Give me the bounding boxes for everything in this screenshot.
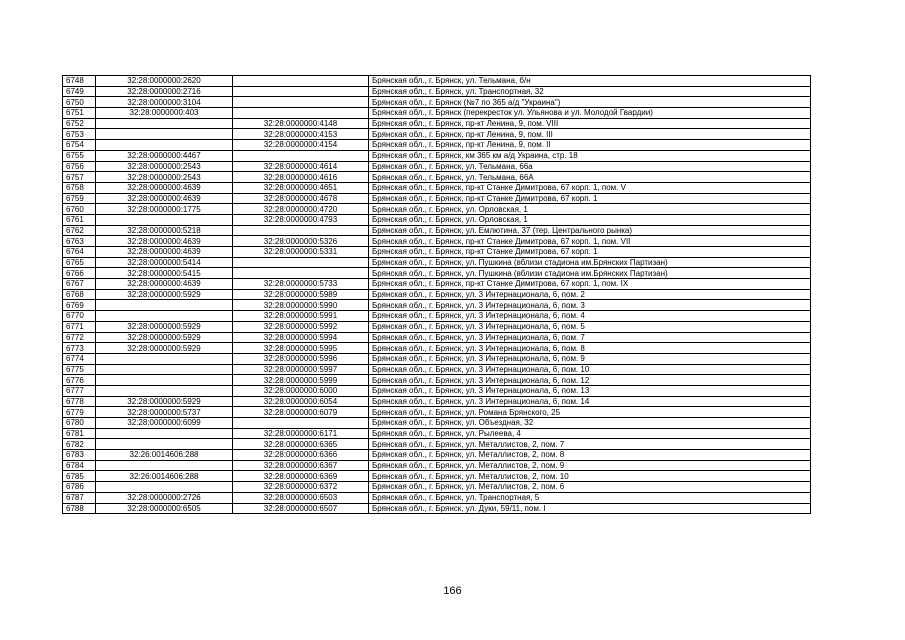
building-cadastral-number-cell: 32:28:0000000:5999: [233, 375, 369, 386]
row-number-cell: 6769: [63, 300, 96, 311]
table-row: [63, 118, 811, 129]
table-row: [63, 311, 811, 322]
row-number-cell: 6752: [63, 118, 96, 129]
row-number-cell: 6751: [63, 108, 96, 119]
table-row: [63, 172, 811, 183]
building-cadastral-number-cell: [233, 225, 369, 236]
table-row: [63, 471, 811, 482]
land-cadastral-number-cell: 32:28:0000000:2543: [96, 172, 233, 183]
table-row: [63, 439, 811, 450]
row-number-cell: 6748: [63, 76, 96, 87]
table-row: [63, 257, 811, 268]
row-number-cell: 6771: [63, 321, 96, 332]
address-cell: Брянская обл., г. Брянск, пр-кт Ленина, 9, пом. VIII: [369, 118, 811, 129]
address-cell: Брянская обл., г. Брянск, пр-кт Станке Димитрова, 67 корп. 1, пом. IX: [369, 279, 811, 290]
land-cadastral-number-cell: [96, 375, 233, 386]
land-cadastral-number-cell: [96, 460, 233, 471]
table-row: [63, 492, 811, 503]
building-cadastral-number-cell: 32:28:0000000:5990: [233, 300, 369, 311]
land-cadastral-number-cell: 32:28:0000000:5929: [96, 332, 233, 343]
row-number-cell: 6761: [63, 214, 96, 225]
land-cadastral-number-cell: 32:28:0000000:6505: [96, 503, 233, 514]
table-row: [63, 428, 811, 439]
table-row: [63, 321, 811, 332]
land-cadastral-number-cell: 32:28:0000000:2543: [96, 161, 233, 172]
table-row: [63, 193, 811, 204]
building-cadastral-number-cell: 32:28:0000000:4148: [233, 118, 369, 129]
address-cell: Брянская обл., г. Брянск, ул. 3 Интернационала, 6, пом. 2: [369, 289, 811, 300]
row-number-cell: 6758: [63, 182, 96, 193]
address-cell: Брянская обл., г. Брянск, ул. 3 Интернационала, 6, пом. 9: [369, 353, 811, 364]
row-number-cell: 6756: [63, 161, 96, 172]
row-number-cell: 6749: [63, 86, 96, 97]
row-number-cell: 6780: [63, 418, 96, 429]
row-number-cell: 6782: [63, 439, 96, 450]
row-number-cell: 6785: [63, 471, 96, 482]
building-cadastral-number-cell: 32:28:0000000:6366: [233, 450, 369, 461]
table-row: [63, 182, 811, 193]
registry-table-body: [63, 76, 811, 514]
building-cadastral-number-cell: [233, 97, 369, 108]
table-row: [63, 418, 811, 429]
land-cadastral-number-cell: [96, 482, 233, 493]
land-cadastral-number-cell: 32:28:0000000:5218: [96, 225, 233, 236]
building-cadastral-number-cell: 32:28:0000000:6054: [233, 396, 369, 407]
address-cell: Брянская обл., г. Брянск, ул. 3 Интернационала, 6, пом. 3: [369, 300, 811, 311]
registry-table: [62, 75, 811, 514]
table-row: [63, 268, 811, 279]
building-cadastral-number-cell: 32:28:0000000:5997: [233, 364, 369, 375]
land-cadastral-number-cell: 32:28:0000000:5929: [96, 343, 233, 354]
address-cell: Брянская обл., г. Брянск, пр-кт Станке Димитрова, 67 корп. 1: [369, 247, 811, 258]
table-row: [63, 76, 811, 87]
row-number-cell: 6764: [63, 247, 96, 258]
table-row: [63, 482, 811, 493]
building-cadastral-number-cell: [233, 108, 369, 119]
row-number-cell: 6773: [63, 343, 96, 354]
building-cadastral-number-cell: 32:28:0000000:6365: [233, 439, 369, 450]
table-row: [63, 503, 811, 514]
address-cell: Брянская обл., г. Брянск, ул. 3 Интернационала, 6, пом. 8: [369, 343, 811, 354]
row-number-cell: 6781: [63, 428, 96, 439]
land-cadastral-number-cell: 32:28:0000000:2716: [96, 86, 233, 97]
address-cell: Брянская обл., г. Брянск, ул. Металлистов, 2, пом. 7: [369, 439, 811, 450]
building-cadastral-number-cell: 32:28:0000000:6372: [233, 482, 369, 493]
address-cell: Брянская обл., г. Брянск, ул. 3 Интернационала, 6, пом. 4: [369, 311, 811, 322]
land-cadastral-number-cell: 32:28:0000000:1775: [96, 204, 233, 215]
building-cadastral-number-cell: 32:28:0000000:4616: [233, 172, 369, 183]
table-row: [63, 407, 811, 418]
row-number-cell: 6766: [63, 268, 96, 279]
building-cadastral-number-cell: 32:28:0000000:6367: [233, 460, 369, 471]
land-cadastral-number-cell: 32:28:0000000:6099: [96, 418, 233, 429]
table-row: [63, 396, 811, 407]
address-cell: Брянская обл., г. Брянск, ул. Пушкина (вблизи стадиона им.Брянских Партизан): [369, 268, 811, 279]
building-cadastral-number-cell: [233, 150, 369, 161]
building-cadastral-number-cell: 32:28:0000000:5733: [233, 279, 369, 290]
address-cell: Брянская обл., г. Брянск (№7 по 365 а/д "Украина"): [369, 97, 811, 108]
table-row: [63, 247, 811, 258]
land-cadastral-number-cell: 32:28:0000000:3104: [96, 97, 233, 108]
land-cadastral-number-cell: 32:28:0000000:4639: [96, 247, 233, 258]
land-cadastral-number-cell: [96, 311, 233, 322]
table-row: [63, 332, 811, 343]
land-cadastral-number-cell: 32:28:0000000:4639: [96, 193, 233, 204]
table-row: [63, 150, 811, 161]
land-cadastral-number-cell: [96, 353, 233, 364]
address-cell: Брянская обл., г. Брянск, ул. Тельмана, 66а: [369, 161, 811, 172]
row-number-cell: 6767: [63, 279, 96, 290]
land-cadastral-number-cell: 32:28:0000000:5415: [96, 268, 233, 279]
address-cell: Брянская обл., г. Брянск, ул. 3 Интернационала, 6, пом. 14: [369, 396, 811, 407]
address-cell: Брянская обл., г. Брянск, ул. Рылеева, 4: [369, 428, 811, 439]
building-cadastral-number-cell: 32:28:0000000:5994: [233, 332, 369, 343]
address-cell: Брянская обл., г. Брянск, ул. Тельмана, б/н: [369, 76, 811, 87]
table-row: [63, 353, 811, 364]
table-row: [63, 97, 811, 108]
building-cadastral-number-cell: 32:28:0000000:4153: [233, 129, 369, 140]
address-cell: Брянская обл., г. Брянск, ул. Металлистов, 2, пом. 8: [369, 450, 811, 461]
row-number-cell: 6754: [63, 140, 96, 151]
building-cadastral-number-cell: 32:28:0000000:5326: [233, 236, 369, 247]
land-cadastral-number-cell: 32:28:0000000:2620: [96, 76, 233, 87]
land-cadastral-number-cell: 32:28:0000000:5929: [96, 396, 233, 407]
table-row: [63, 129, 811, 140]
row-number-cell: 6762: [63, 225, 96, 236]
address-cell: Брянская обл., г. Брянск, ул. Емлютина, 37 (тер. Центрального рынка): [369, 225, 811, 236]
address-cell: Брянская обл., г. Брянск, км 365 км а/д Украина, стр. 18: [369, 150, 811, 161]
table-row: [63, 343, 811, 354]
row-number-cell: 6783: [63, 450, 96, 461]
building-cadastral-number-cell: 32:28:0000000:4678: [233, 193, 369, 204]
row-number-cell: 6777: [63, 385, 96, 396]
row-number-cell: 6760: [63, 204, 96, 215]
row-number-cell: 6784: [63, 460, 96, 471]
row-number-cell: 6768: [63, 289, 96, 300]
address-cell: Брянская обл., г. Брянск, пр-кт Станке Димитрова, 67 корп. 1, пом. V: [369, 182, 811, 193]
address-cell: Брянская обл., г. Брянск, ул. Романа Брянского, 25: [369, 407, 811, 418]
land-cadastral-number-cell: [96, 385, 233, 396]
building-cadastral-number-cell: 32:28:0000000:4651: [233, 182, 369, 193]
land-cadastral-number-cell: 32:28:0000000:5737: [96, 407, 233, 418]
row-number-cell: 6776: [63, 375, 96, 386]
address-cell: Брянская обл., г. Брянск, ул. 3 Интернационала, 6, пом. 12: [369, 375, 811, 386]
table-row: [63, 300, 811, 311]
address-cell: Брянская обл., г. Брянск (перекресток ул. Ульянова и ул. Молодой Гвардии): [369, 108, 811, 119]
land-cadastral-number-cell: [96, 140, 233, 151]
row-number-cell: 6765: [63, 257, 96, 268]
building-cadastral-number-cell: 32:28:0000000:6000: [233, 385, 369, 396]
land-cadastral-number-cell: [96, 129, 233, 140]
building-cadastral-number-cell: 32:28:0000000:5996: [233, 353, 369, 364]
land-cadastral-number-cell: 32:28:0000000:4639: [96, 182, 233, 193]
land-cadastral-number-cell: 32:28:0000000:4467: [96, 150, 233, 161]
building-cadastral-number-cell: 32:28:0000000:5989: [233, 289, 369, 300]
table-row: [63, 450, 811, 461]
building-cadastral-number-cell: 32:28:0000000:6503: [233, 492, 369, 503]
building-cadastral-number-cell: 32:28:0000000:5992: [233, 321, 369, 332]
row-number-cell: 6775: [63, 364, 96, 375]
building-cadastral-number-cell: [233, 86, 369, 97]
building-cadastral-number-cell: 32:28:0000000:6079: [233, 407, 369, 418]
building-cadastral-number-cell: [233, 268, 369, 279]
building-cadastral-number-cell: [233, 76, 369, 87]
land-cadastral-number-cell: 32:28:0000000:5929: [96, 321, 233, 332]
address-cell: Брянская обл., г. Брянск, ул. Орловская, 1: [369, 204, 811, 215]
land-cadastral-number-cell: 32:28:0000000:5414: [96, 257, 233, 268]
page-number: 166: [443, 585, 462, 597]
row-number-cell: 6757: [63, 172, 96, 183]
row-number-cell: 6788: [63, 503, 96, 514]
table-row: [63, 236, 811, 247]
row-number-cell: 6787: [63, 492, 96, 503]
address-cell: Брянская обл., г. Брянск, ул. 3 Интернационала, 6, пом. 7: [369, 332, 811, 343]
address-cell: Брянская обл., г. Брянск, ул. Тельмана, 66А: [369, 172, 811, 183]
land-cadastral-number-cell: [96, 428, 233, 439]
address-cell: Брянская обл., г. Брянск, ул. Транспортная, 5: [369, 492, 811, 503]
table-row: [63, 279, 811, 290]
building-cadastral-number-cell: 32:28:0000000:5331: [233, 247, 369, 258]
table-row: [63, 214, 811, 225]
address-cell: Брянская обл., г. Брянск, ул. Металлистов, 2, пом. 9: [369, 460, 811, 471]
address-cell: Брянская обл., г. Брянск, ул. Дуки, 59/11, пом. I: [369, 503, 811, 514]
row-number-cell: 6786: [63, 482, 96, 493]
row-number-cell: 6779: [63, 407, 96, 418]
table-row: [63, 225, 811, 236]
building-cadastral-number-cell: 32:28:0000000:4793: [233, 214, 369, 225]
land-cadastral-number-cell: 32:28:0000000:2726: [96, 492, 233, 503]
building-cadastral-number-cell: 32:28:0000000:6369: [233, 471, 369, 482]
building-cadastral-number-cell: 32:28:0000000:4614: [233, 161, 369, 172]
building-cadastral-number-cell: [233, 418, 369, 429]
land-cadastral-number-cell: 32:26:0014606:288: [96, 450, 233, 461]
land-cadastral-number-cell: 32:28:0000000:403: [96, 108, 233, 119]
row-number-cell: 6772: [63, 332, 96, 343]
address-cell: Брянская обл., г. Брянск, ул. Орловская, 1: [369, 214, 811, 225]
row-number-cell: 6759: [63, 193, 96, 204]
land-cadastral-number-cell: 32:28:0000000:5929: [96, 289, 233, 300]
building-cadastral-number-cell: 32:28:0000000:5995: [233, 343, 369, 354]
table-row: [63, 86, 811, 97]
row-number-cell: 6750: [63, 97, 96, 108]
address-cell: Брянская обл., г. Брянск, ул. Объездная, 32: [369, 418, 811, 429]
address-cell: Брянская обл., г. Брянск, пр-кт Станке Димитрова, 67 корп. 1: [369, 193, 811, 204]
row-number-cell: 6755: [63, 150, 96, 161]
table-row: [63, 140, 811, 151]
building-cadastral-number-cell: 32:28:0000000:4154: [233, 140, 369, 151]
row-number-cell: 6753: [63, 129, 96, 140]
table-row: [63, 161, 811, 172]
address-cell: Брянская обл., г. Брянск, ул. Пушкина (вблизи стадиона им.Брянских Партизан): [369, 257, 811, 268]
address-cell: Брянская обл., г. Брянск, ул. Металлистов, 2, пом. 10: [369, 471, 811, 482]
building-cadastral-number-cell: 32:28:0000000:6507: [233, 503, 369, 514]
address-cell: Брянская обл., г. Брянск, ул. 3 Интернационала, 6, пом. 10: [369, 364, 811, 375]
building-cadastral-number-cell: 32:28:0000000:4720: [233, 204, 369, 215]
land-cadastral-number-cell: [96, 214, 233, 225]
building-cadastral-number-cell: 32:28:0000000:6171: [233, 428, 369, 439]
table-row: [63, 460, 811, 471]
address-cell: Брянская обл., г. Брянск, пр-кт Ленина, 9, пом. II: [369, 140, 811, 151]
row-number-cell: 6763: [63, 236, 96, 247]
address-cell: Брянская обл., г. Брянск, пр-кт Станке Димитрова, 67 корп. 1, пом. VII: [369, 236, 811, 247]
land-cadastral-number-cell: [96, 364, 233, 375]
address-cell: Брянская обл., г. Брянск, ул. 3 Интернационала, 6, пом. 5: [369, 321, 811, 332]
land-cadastral-number-cell: 32:28:0000000:4639: [96, 236, 233, 247]
table-row: [63, 385, 811, 396]
land-cadastral-number-cell: [96, 300, 233, 311]
row-number-cell: 6778: [63, 396, 96, 407]
address-cell: Брянская обл., г. Брянск, ул. Транспортная, 32: [369, 86, 811, 97]
building-cadastral-number-cell: 32:28:0000000:5991: [233, 311, 369, 322]
address-cell: Брянская обл., г. Брянск, пр-кт Ленина, 9, пом. III: [369, 129, 811, 140]
land-cadastral-number-cell: [96, 439, 233, 450]
land-cadastral-number-cell: 32:28:0000000:4639: [96, 279, 233, 290]
table-row: [63, 204, 811, 215]
table-row: [63, 364, 811, 375]
land-cadastral-number-cell: [96, 118, 233, 129]
land-cadastral-number-cell: 32:26:0014606:288: [96, 471, 233, 482]
row-number-cell: 6770: [63, 311, 96, 322]
table-row: [63, 375, 811, 386]
table-row: [63, 108, 811, 119]
building-cadastral-number-cell: [233, 257, 369, 268]
row-number-cell: 6774: [63, 353, 96, 364]
address-cell: Брянская обл., г. Брянск, ул. 3 Интернационала, 6, пом. 13: [369, 385, 811, 396]
address-cell: Брянская обл., г. Брянск, ул. Металлистов, 2, пом. 6: [369, 482, 811, 493]
table-row: [63, 289, 811, 300]
